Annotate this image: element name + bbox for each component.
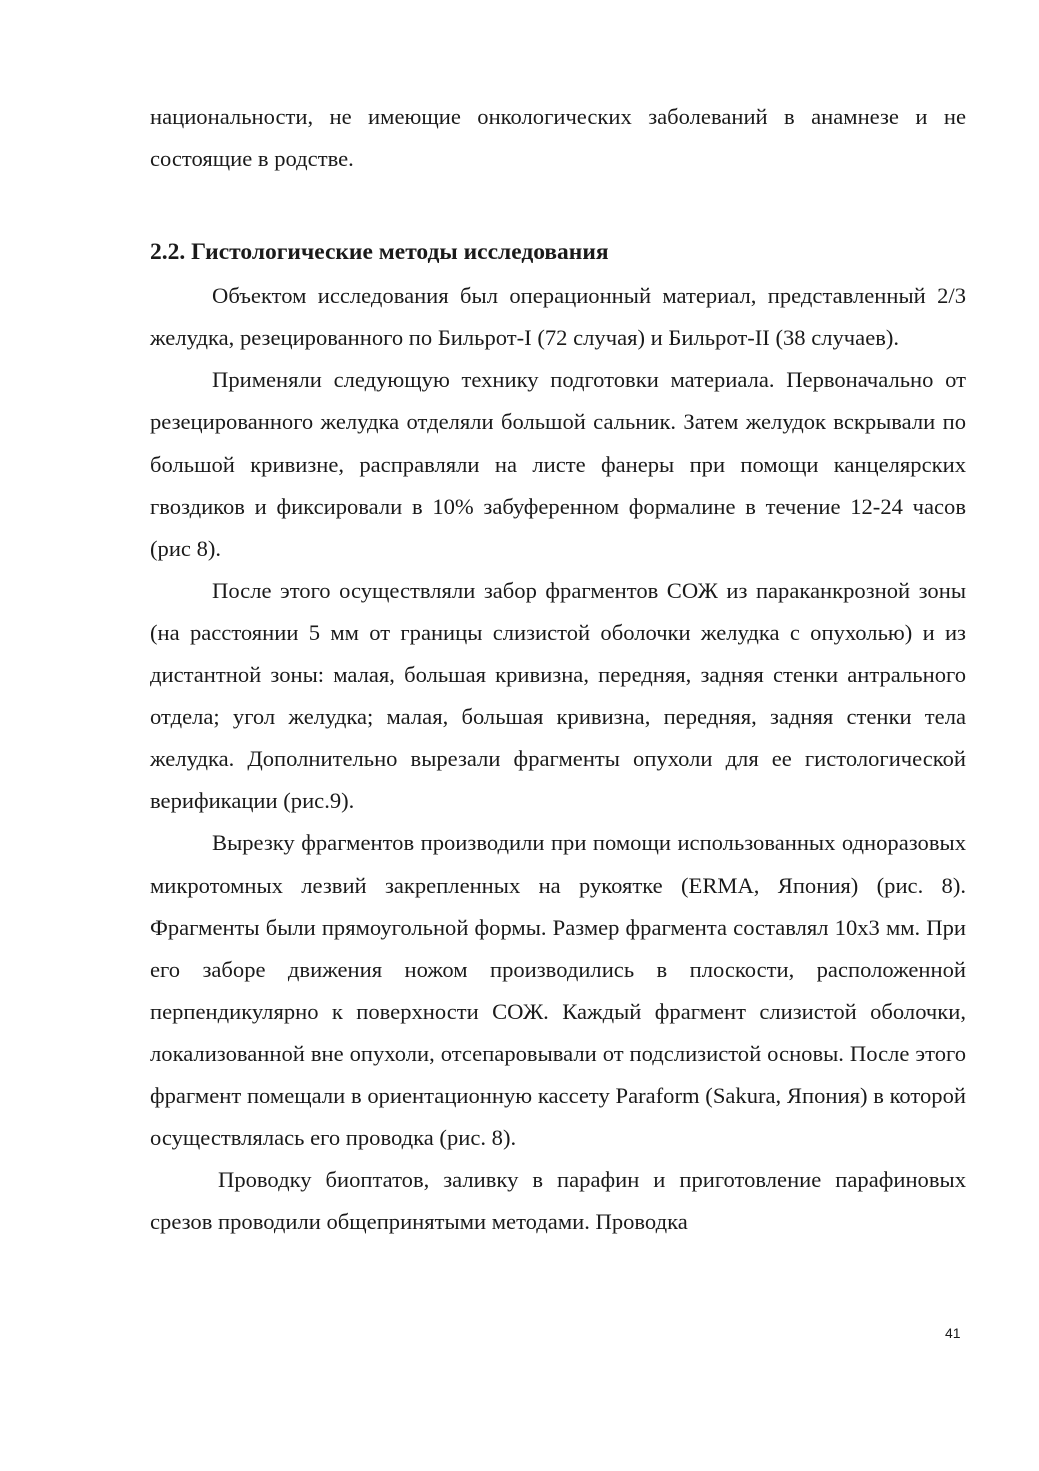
intro-continuation-paragraph: национальности, не имеющие онкологических заболеваний в анамнезе и не состоящие в родстве. [150,104,966,172]
page-number: 41 [945,1325,961,1341]
object-paragraph: Объектом исследования был операционный материал, представленный 2/3 желудка, резецированного по Бильрот-I (72 случая) и Бильрот-II (38 случаев). [150,283,966,351]
section-heading: 2.2. Гистологические методы исследования [150,239,609,266]
cutting-paragraph: Вырезку фрагментов производили при помощи использованных одноразовых микротомных лезвий закрепленных на рукоятке (ERMA, Япония) (рис. 8). Фрагменты были прямоугольной формы. Размер фрагмента составлял 10х3 мм. При его заборе движения ножом производились в плоскости, расположенной перпендикулярно к поверхности СОЖ. Каждый фрагмент слизистой оболочки, локализованной вне опухоли, отсепаровывали от подслизистой основы. После этого фрагмент помещали в ориентационную кассету Paraform (Sakura, Япония) в которой осуществлялась его проводка (рис. 8). [150,830,966,1151]
page-body [150,96,966,1243]
technique-paragraph: Применяли следующую технику подготовки материала. Первоначально от резецированного желудка отделяли большой сальник. Затем желудок вскрывали по большой кривизне, расправляли на листе фанеры при помощи канцелярских гвоздиков и фиксировали в 10% забуференном формалине в течение 12-24 часов (рис 8). [150,367,966,561]
processing-paragraph: Проводку биоптатов, заливку в парафин и приготовление парафиновых срезов проводили общепринятыми методами. Проводка [150,1167,966,1235]
sampling-paragraph: После этого осуществляли забор фрагментов СОЖ из параканкрозной зоны (на расстоянии 5 мм от границы слизистой оболочки желудка с опухолью) и из дистантной зоны: малая, большая кривизна, передняя, задняя стенки антрального отдела; угол желудка; малая, большая кривизна, передняя, задняя стенки тела желудка. Дополнительно вырезали фрагменты опухоли для ее гистологической верификации (рис.9). [150,577,966,814]
